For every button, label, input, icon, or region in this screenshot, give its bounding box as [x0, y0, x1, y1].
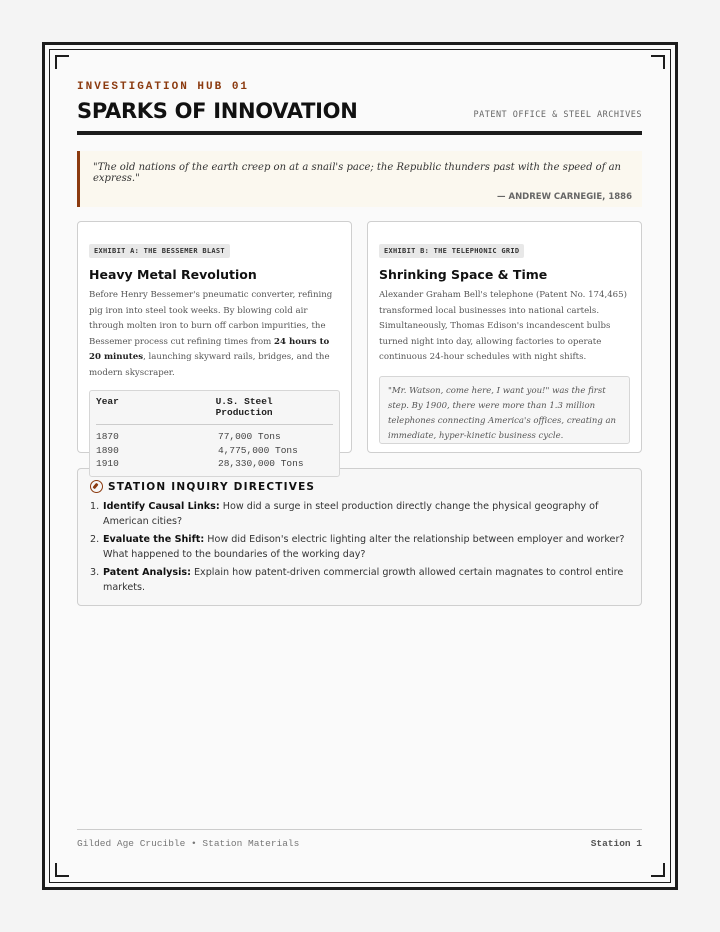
table-header-row	[96, 396, 333, 425]
exhibit-b-tag: EXHIBIT B: THE TELEPHONIC GRID	[379, 244, 524, 258]
exhibit-b-body: Alexander Graham Bell's telephone (Patent No. 174,465) transformed local businesses into national cartels. Simultaneously, Thomas Edison's incandescent bulbs turned night into day, allowing factories to operate continuous 24-hour schedules with night shifts.	[379, 290, 627, 362]
carnegie-quote	[77, 151, 642, 207]
directive-lead: Evaluate the Shift:	[103, 534, 205, 545]
corner-mark-top-left	[55, 55, 69, 69]
page-footer	[77, 829, 642, 849]
table-cell-year: 1910	[96, 458, 119, 469]
exhibit-b-card	[367, 221, 642, 453]
station-number: Station 1	[590, 838, 642, 849]
exhibit-a-body-bold: 24 hours to 20 minutes	[89, 336, 330, 362]
table-cell-year: 1890	[96, 444, 119, 456]
directive-text	[103, 499, 629, 529]
directive-number: 1.	[90, 501, 100, 512]
table-cell-production: 77,000 Tons	[218, 431, 281, 442]
exhibit-a-body-end: , launching skyward rails, bridges, and the modern skyscraper.	[89, 352, 330, 378]
table-cell-year: 1870	[96, 431, 119, 442]
exhibit-a-card	[77, 221, 352, 469]
directives-header	[90, 480, 629, 493]
compass-icon	[90, 480, 103, 493]
page-content	[77, 81, 642, 606]
directive-question: Explain how patent-driven commercial growth allowed certain magnates to control entire markets.	[103, 567, 624, 593]
table-row	[96, 430, 333, 444]
directive-item	[90, 565, 629, 595]
page-frame	[42, 42, 678, 890]
directive-text	[103, 532, 629, 562]
directives-list	[90, 499, 629, 595]
exhibits-row	[77, 221, 642, 469]
corner-mark-bottom-right	[651, 863, 665, 877]
directive-question: How did a surge in steel production directly change the physical geography of American cities?	[103, 501, 599, 527]
hub-kicker: INVESTIGATION HUB 01	[77, 81, 250, 93]
exhibit-b-title: Shrinking Space & Time	[379, 267, 548, 282]
exhibit-a-body	[89, 288, 340, 381]
table-body	[96, 425, 333, 471]
corner-mark-top-right	[651, 55, 665, 69]
table-row	[96, 457, 333, 471]
exhibit-a-body-start: Before Henry Bessemer's pneumatic converter, refining pig iron into steel took weeks. By blowing cold air through molten iron to burn off carbon impurities, the Bessemer process cut refining times from	[89, 290, 333, 347]
quote-attribution: — ANDREW CARNEGIE, 1886	[497, 192, 632, 202]
table-cell-production: 4,775,000 Tons	[218, 444, 298, 456]
quote-text: "The old nations of the earth creep on at a snail's pace; the Republic thunders past with the speed of an express."	[93, 162, 621, 184]
steel-production-table	[89, 390, 340, 477]
directive-number: 3.	[90, 567, 100, 578]
inquiry-directives	[77, 468, 642, 606]
directive-item	[90, 532, 629, 562]
exhibit-a-title: Heavy Metal Revolution	[89, 267, 257, 282]
footer-left: Gilded Age Crucible • Station Materials	[77, 838, 300, 849]
directive-lead: Identify Causal Links:	[103, 501, 220, 512]
corner-mark-bottom-left	[55, 863, 69, 877]
exhibit-a-tag: EXHIBIT A: THE BESSEMER BLAST	[89, 244, 230, 258]
page-title: SPARKS OF INNOVATION	[77, 99, 358, 123]
table-row	[96, 444, 333, 458]
title-row	[77, 99, 642, 135]
table-header-year: Year	[96, 396, 119, 407]
watson-pull-quote: "Mr. Watson, come here, I want you!" was the first step. By 1900, there were more than 1.3 million telephones connecting America's offices, creating an immediate, hyper-kinetic business cycle.	[379, 376, 630, 444]
table-header-production: U.S. Steel Production	[215, 396, 273, 418]
directive-lead: Patent Analysis:	[103, 567, 191, 578]
directive-number: 2.	[90, 534, 100, 545]
archive-label: PATENT OFFICE & STEEL ARCHIVES	[473, 110, 642, 120]
directive-question: How did Edison's electric lighting alter the relationship between employer and worker? What happened to the boundaries of the working day?	[103, 534, 625, 560]
table-cell-production: 28,330,000 Tons	[218, 458, 304, 469]
directives-title: STATION INQUIRY DIRECTIVES	[108, 480, 316, 493]
directive-text	[103, 565, 629, 595]
directive-item	[90, 499, 629, 529]
